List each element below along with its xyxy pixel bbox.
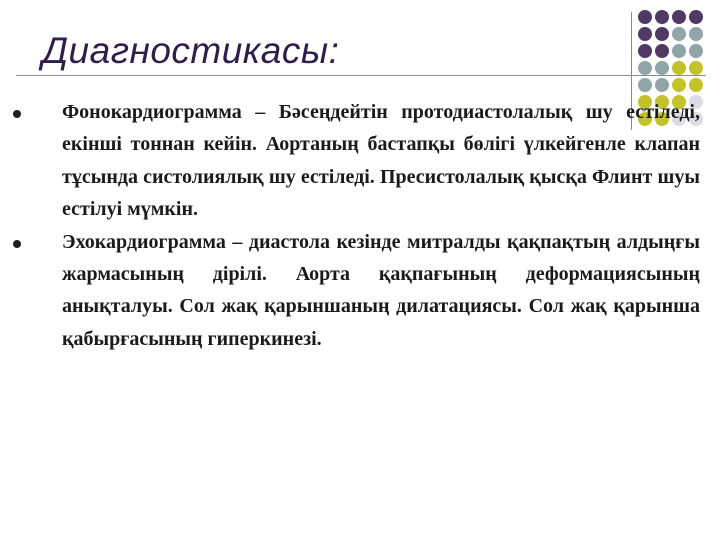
decorative-dot — [672, 61, 686, 75]
bullet-text: Фонокардиограмма – Бәсеңдейтін протодиастолалық шу естіледі, екінші тоннан кейін. Аортаның бастапқы бөлігі үлкейгенле клапан тұсында систолиялық шу естіледі. Пресистолалық қысқа Флинт шуы естілуі мүмкін. — [62, 101, 700, 221]
slide-title: Диагностикасы: — [42, 30, 340, 71]
decorative-dot — [655, 27, 669, 41]
decorative-dot — [638, 78, 652, 92]
bullet-dot-icon — [13, 240, 21, 248]
decorative-dot — [638, 10, 652, 24]
decorative-dot — [672, 78, 686, 92]
decorative-dot — [689, 78, 703, 92]
bullet-text: Эхокардиограмма – диастола кезінде митралды қақпақтың алдыңғы жармасының дірілі. Аорта қақпағының деформациясының анықталуы. Сол жақ қарыншаның дилатациясы. Сол жақ қарынша қабырғасының гиперкинезі. — [62, 230, 700, 350]
horizontal-divider-line — [16, 75, 706, 76]
bullet-item-phonocardiogram — [0, 96, 720, 226]
decorative-dot — [655, 44, 669, 58]
decorative-dot — [672, 10, 686, 24]
decorative-dot — [638, 44, 652, 58]
decorative-dot — [655, 78, 669, 92]
decorative-dot — [672, 27, 686, 41]
decorative-dot — [672, 44, 686, 58]
decorative-dot — [689, 61, 703, 75]
decorative-dot — [689, 10, 703, 24]
decorative-dot — [655, 10, 669, 24]
decorative-dot — [638, 27, 652, 41]
decorative-dot — [689, 27, 703, 41]
decorative-dot — [655, 61, 669, 75]
decorative-dot — [689, 44, 703, 58]
bullet-item-echocardiogram — [0, 226, 720, 356]
bullet-list — [0, 96, 720, 355]
bullet-dot-icon — [13, 110, 21, 118]
decorative-dot — [638, 61, 652, 75]
